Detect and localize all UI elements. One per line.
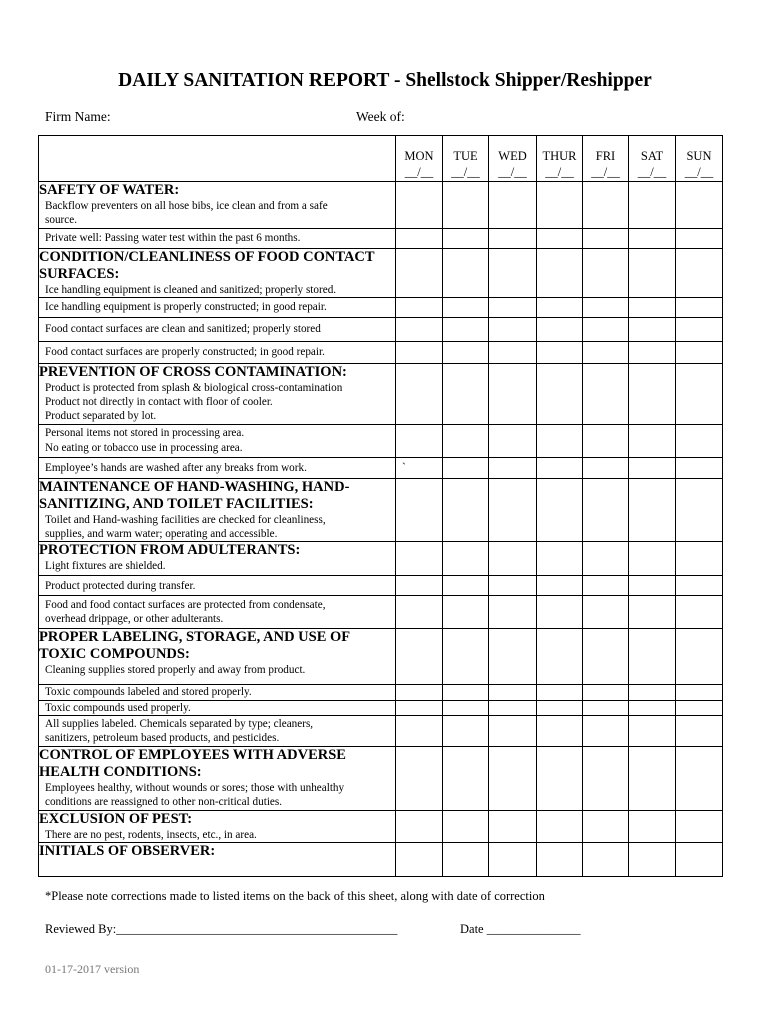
- check-cell-wed[interactable]: [489, 715, 537, 746]
- table-row: [39, 685, 723, 700]
- checklist-item-text: No eating or tobacco use in processing area.: [45, 441, 243, 454]
- check-cell-wed[interactable]: [489, 182, 537, 229]
- checklist-item-text: overhead drippage, or other adulterants.: [45, 613, 224, 626]
- check-cell-wed[interactable]: [489, 576, 537, 596]
- check-cell-tue[interactable]: [443, 317, 489, 341]
- day-name: FRI: [595, 149, 616, 163]
- sanitation-table: [38, 135, 723, 877]
- row-label: [39, 363, 396, 424]
- check-cell-sat[interactable]: [629, 542, 676, 576]
- check-cell-tue[interactable]: [443, 576, 489, 596]
- row-label: [39, 542, 396, 576]
- check-cell-sun[interactable]: [676, 842, 723, 876]
- table-row: [39, 746, 723, 810]
- check-cell-sat[interactable]: [629, 596, 676, 629]
- day-name: WED: [498, 149, 527, 163]
- check-cell-fri[interactable]: [583, 228, 629, 248]
- check-cell-wed[interactable]: [489, 228, 537, 248]
- check-cell-sun[interactable]: [676, 228, 723, 248]
- checklist-item-text: Ice handling equipment is properly constructed; in good repair.: [45, 301, 327, 314]
- check-cell-tue[interactable]: [443, 297, 489, 317]
- check-cell-thur[interactable]: [537, 576, 583, 596]
- date-field[interactable]: Date _______________: [460, 922, 581, 936]
- row-label: [39, 810, 396, 842]
- check-cell-sat[interactable]: [629, 341, 676, 363]
- check-cell-wed[interactable]: [489, 810, 537, 842]
- check-cell-wed[interactable]: [489, 596, 537, 629]
- checklist-item-text: All supplies labeled. Chemicals separated by type; cleaners,: [45, 717, 314, 730]
- check-cell-fri[interactable]: [583, 457, 629, 478]
- check-cell-thur[interactable]: [537, 457, 583, 478]
- check-cell-fri[interactable]: [583, 363, 629, 424]
- row-label: [39, 596, 396, 629]
- check-cell-mon[interactable]: [396, 248, 443, 297]
- day-header-tue: [443, 136, 489, 182]
- check-cell-tue[interactable]: [443, 629, 489, 685]
- check-cell-tue[interactable]: [443, 700, 489, 715]
- firm-name-label: Firm Name:: [45, 109, 111, 124]
- check-cell-sun[interactable]: [676, 629, 723, 685]
- check-cell-tue[interactable]: [443, 457, 489, 478]
- table-row: [39, 228, 723, 248]
- check-cell-mon[interactable]: [396, 810, 443, 842]
- table-row: [39, 715, 723, 746]
- check-cell-sun[interactable]: [676, 341, 723, 363]
- check-cell-thur[interactable]: [537, 248, 583, 297]
- check-cell-thur[interactable]: [537, 182, 583, 229]
- day-name: SAT: [640, 149, 664, 163]
- checklist-item-text: There are no pest, rodents, insects, etc., in area.: [45, 828, 257, 841]
- check-cell-thur[interactable]: [537, 424, 583, 457]
- check-cell-thur[interactable]: [537, 629, 583, 685]
- checklist-item-text: Employee’s hands are washed after any breaks from work.: [45, 461, 307, 474]
- check-cell-fri[interactable]: [583, 297, 629, 317]
- table-row: [39, 363, 723, 424]
- day-header-sat: [629, 136, 676, 182]
- checklist-item-text: Food contact surfaces are clean and sanitized; properly stored: [45, 323, 321, 336]
- check-cell-thur[interactable]: [537, 341, 583, 363]
- row-label: [39, 424, 396, 457]
- check-cell-fri[interactable]: [583, 182, 629, 229]
- check-cell-wed[interactable]: [489, 317, 537, 341]
- table-row: [39, 700, 723, 715]
- check-cell-sun[interactable]: [676, 715, 723, 746]
- check-cell-sun[interactable]: [676, 700, 723, 715]
- check-cell-fri[interactable]: [583, 424, 629, 457]
- checklist-item-text: Product not directly in contact with floor of cooler.: [45, 396, 273, 409]
- check-cell-thur[interactable]: [537, 317, 583, 341]
- day-name: SUN: [686, 149, 712, 163]
- week-of-label: Week of:: [356, 109, 405, 124]
- checklist-item-text: Toilet and Hand-washing facilities are checked for cleanliness,: [45, 513, 326, 526]
- version-label: 01-17-2017 version: [45, 962, 140, 976]
- checklist-item-text: source.: [45, 214, 77, 227]
- checklist-item-text: sanitizers, petroleum based products, and pesticides.: [45, 731, 280, 744]
- check-cell-tue[interactable]: [443, 596, 489, 629]
- checklist-item-text: Light fixtures are shielded.: [45, 560, 166, 573]
- checklist-item-text: Ice handling equipment is cleaned and sanitized; properly stored.: [45, 283, 337, 296]
- check-cell-fri[interactable]: [583, 478, 629, 542]
- checklist-item-text: Food contact surfaces are properly constructed; in good repair.: [45, 346, 325, 359]
- table-row: [39, 810, 723, 842]
- check-cell-wed[interactable]: [489, 424, 537, 457]
- check-cell-mon[interactable]: [396, 228, 443, 248]
- row-label: [39, 182, 396, 229]
- check-cell-fri[interactable]: [583, 248, 629, 297]
- checklist-item-text: supplies, and warm water; operating and accessible.: [45, 528, 278, 541]
- check-cell-mon[interactable]: [396, 746, 443, 810]
- day-date-blank[interactable]: __/__: [684, 165, 714, 179]
- page-title: DAILY SANITATION REPORT - Shellstock Shipper/Reshipper: [118, 70, 652, 91]
- check-cell-sun[interactable]: [676, 542, 723, 576]
- check-cell-thur[interactable]: [537, 746, 583, 810]
- check-cell-mon[interactable]: [396, 542, 443, 576]
- check-cell-thur[interactable]: [537, 478, 583, 542]
- check-cell-wed[interactable]: [489, 746, 537, 810]
- check-cell-sun[interactable]: [676, 317, 723, 341]
- check-cell-mon[interactable]: [396, 457, 443, 478]
- check-cell-tue[interactable]: [443, 228, 489, 248]
- day-date-blank[interactable]: __/__: [545, 165, 574, 179]
- check-cell-wed[interactable]: [489, 248, 537, 297]
- row-label: [39, 629, 396, 685]
- day-date-blank[interactable]: __/__: [637, 165, 667, 179]
- check-cell-mon[interactable]: [396, 182, 443, 229]
- check-cell-mon[interactable]: [396, 685, 443, 700]
- check-cell-thur[interactable]: [537, 297, 583, 317]
- check-cell-thur[interactable]: [537, 810, 583, 842]
- table-row: [39, 248, 723, 297]
- stray-mark: `: [402, 459, 406, 474]
- corrections-note: *Please note corrections made to listed items on the back of this sheet, along with date of correction: [45, 889, 545, 903]
- check-cell-wed[interactable]: [489, 629, 537, 685]
- check-cell-thur[interactable]: [537, 596, 583, 629]
- check-cell-tue[interactable]: [443, 746, 489, 810]
- row-label: [39, 715, 396, 746]
- section-heading: INITIALS OF OBSERVER:: [39, 842, 216, 859]
- check-cell-sat[interactable]: [629, 297, 676, 317]
- check-cell-sun[interactable]: [676, 810, 723, 842]
- check-cell-tue[interactable]: [443, 810, 489, 842]
- table-row: [39, 182, 723, 229]
- check-cell-wed[interactable]: [489, 842, 537, 876]
- check-cell-sat[interactable]: [629, 248, 676, 297]
- check-cell-fri[interactable]: [583, 341, 629, 363]
- table-row: [39, 842, 723, 876]
- check-cell-tue[interactable]: [443, 341, 489, 363]
- check-cell-sat[interactable]: [629, 685, 676, 700]
- check-cell-wed[interactable]: [489, 363, 537, 424]
- table-row: [39, 576, 723, 596]
- checklist-item-text: Personal items not stored in processing area.: [45, 427, 245, 440]
- row-label: [39, 341, 396, 363]
- check-cell-tue[interactable]: [443, 182, 489, 229]
- day-header-wed: [489, 136, 537, 182]
- check-cell-thur[interactable]: [537, 685, 583, 700]
- check-cell-sat[interactable]: [629, 317, 676, 341]
- table-row: [39, 629, 723, 685]
- check-cell-thur[interactable]: [537, 715, 583, 746]
- row-label: [39, 457, 396, 478]
- check-cell-sun[interactable]: [676, 746, 723, 810]
- check-cell-mon[interactable]: [396, 478, 443, 542]
- table-row: [39, 457, 723, 478]
- checklist-item-text: Product is protected from splash & biological cross-contamination: [45, 381, 343, 394]
- row-label: [39, 248, 396, 297]
- day-name: TUE: [453, 149, 478, 163]
- check-cell-thur[interactable]: [537, 700, 583, 715]
- check-cell-thur[interactable]: [537, 542, 583, 576]
- day-name: THUR: [542, 149, 577, 163]
- check-cell-wed[interactable]: [489, 457, 537, 478]
- day-header-thur: [537, 136, 583, 182]
- check-cell-wed[interactable]: [489, 685, 537, 700]
- check-cell-sat[interactable]: [629, 842, 676, 876]
- check-cell-thur[interactable]: [537, 228, 583, 248]
- check-cell-sun[interactable]: [676, 478, 723, 542]
- section-heading: PREVENTION OF CROSS CONTAMINATION:: [39, 363, 347, 380]
- checklist-item-text: Product protected during transfer.: [45, 579, 196, 592]
- check-cell-fri[interactable]: [583, 629, 629, 685]
- day-header-sun: [676, 136, 723, 182]
- check-cell-fri[interactable]: [583, 715, 629, 746]
- check-cell-sun[interactable]: [676, 576, 723, 596]
- check-cell-mon[interactable]: [396, 317, 443, 341]
- row-label: [39, 685, 396, 700]
- check-cell-tue[interactable]: [443, 685, 489, 700]
- check-cell-wed[interactable]: [489, 297, 537, 317]
- check-cell-sat[interactable]: [629, 576, 676, 596]
- table-row: [39, 596, 723, 629]
- check-cell-mon[interactable]: [396, 700, 443, 715]
- table-row: [39, 478, 723, 542]
- day-date-blank[interactable]: __/__: [591, 165, 620, 179]
- check-cell-fri[interactable]: [583, 746, 629, 810]
- day-date-blank[interactable]: __/__: [404, 165, 434, 179]
- check-cell-tue[interactable]: [443, 363, 489, 424]
- checklist-item-text: Toxic compounds labeled and stored properly.: [45, 686, 252, 699]
- section-heading: MAINTENANCE OF HAND-WASHING, HAND-SANITIZING, AND TOILET FACILITIES:: [39, 478, 350, 512]
- check-cell-fri[interactable]: [583, 685, 629, 700]
- section-heading: CONDITION/CLEANLINESS OF FOOD CONTACT SURFACES:: [39, 248, 375, 282]
- day-header-mon: [396, 136, 443, 182]
- row-label: [39, 746, 396, 810]
- row-label: [39, 700, 396, 715]
- checklist-item-text: Private well: Passing water test within the past 6 months.: [45, 231, 301, 244]
- check-cell-sat[interactable]: [629, 182, 676, 229]
- check-cell-sun[interactable]: [676, 363, 723, 424]
- check-cell-sat[interactable]: [629, 478, 676, 542]
- section-heading: EXCLUSION OF PEST:: [39, 810, 193, 827]
- check-cell-mon[interactable]: [396, 576, 443, 596]
- reviewed-by-field[interactable]: Reviewed By:_____________________________________________: [45, 922, 398, 936]
- table-row: [39, 297, 723, 317]
- check-cell-tue[interactable]: [443, 715, 489, 746]
- day-date-blank[interactable]: __/__: [498, 165, 527, 179]
- section-heading: PROTECTION FROM ADULTERANTS:: [39, 542, 301, 559]
- table-row: [39, 424, 723, 457]
- check-cell-sat[interactable]: [629, 363, 676, 424]
- check-cell-tue[interactable]: [443, 248, 489, 297]
- check-cell-sun[interactable]: [676, 596, 723, 629]
- check-cell-wed[interactable]: [489, 542, 537, 576]
- row-label: [39, 478, 396, 542]
- section-heading: SAFETY OF WATER:: [39, 182, 180, 198]
- section-heading: PROPER LABELING, STORAGE, AND USE OF TOXIC COMPOUNDS:: [39, 629, 350, 663]
- check-cell-fri[interactable]: [583, 596, 629, 629]
- check-cell-mon[interactable]: [396, 715, 443, 746]
- check-cell-fri[interactable]: [583, 842, 629, 876]
- table-row: [39, 341, 723, 363]
- day-date-blank[interactable]: __/__: [451, 165, 480, 179]
- check-cell-sat[interactable]: [629, 715, 676, 746]
- check-cell-mon[interactable]: [396, 297, 443, 317]
- row-label: [39, 297, 396, 317]
- row-label: [39, 842, 396, 876]
- checklist-item-text: Cleaning supplies stored properly and away from product.: [45, 664, 306, 677]
- check-cell-sun[interactable]: [676, 182, 723, 229]
- check-cell-sat[interactable]: [629, 700, 676, 715]
- checklist-item-text: Product separated by lot.: [45, 410, 157, 423]
- check-cell-fri[interactable]: [583, 542, 629, 576]
- check-cell-sat[interactable]: [629, 228, 676, 248]
- check-cell-wed[interactable]: [489, 700, 537, 715]
- check-cell-tue[interactable]: [443, 542, 489, 576]
- check-cell-mon[interactable]: [396, 341, 443, 363]
- header-label-cell: [39, 136, 396, 182]
- check-cell-mon[interactable]: [396, 629, 443, 685]
- check-cell-thur[interactable]: [537, 842, 583, 876]
- check-cell-fri[interactable]: [583, 700, 629, 715]
- check-cell-sun[interactable]: [676, 457, 723, 478]
- check-cell-sun[interactable]: [676, 248, 723, 297]
- check-cell-mon[interactable]: [396, 363, 443, 424]
- row-label: [39, 576, 396, 596]
- row-label: [39, 317, 396, 341]
- check-cell-thur[interactable]: [537, 363, 583, 424]
- check-cell-sat[interactable]: [629, 810, 676, 842]
- check-cell-mon[interactable]: [396, 842, 443, 876]
- check-cell-fri[interactable]: [583, 810, 629, 842]
- check-cell-wed[interactable]: [489, 478, 537, 542]
- section-heading: CONTROL OF EMPLOYEES WITH ADVERSE HEALTH CONDITIONS:: [39, 746, 346, 780]
- check-cell-mon[interactable]: [396, 424, 443, 457]
- check-cell-sun[interactable]: [676, 685, 723, 700]
- checklist-item-text: Food and food contact surfaces are protected from condensate,: [45, 599, 326, 612]
- check-cell-wed[interactable]: [489, 341, 537, 363]
- checklist-item-text: Toxic compounds used properly.: [45, 701, 191, 714]
- row-label: [39, 228, 396, 248]
- check-cell-sun[interactable]: [676, 424, 723, 457]
- check-cell-sat[interactable]: [629, 746, 676, 810]
- check-cell-tue[interactable]: [443, 424, 489, 457]
- check-cell-fri[interactable]: [583, 317, 629, 341]
- check-cell-sat[interactable]: [629, 629, 676, 685]
- day-header-fri: [583, 136, 629, 182]
- check-cell-tue[interactable]: [443, 842, 489, 876]
- day-name: MON: [404, 149, 434, 163]
- checklist-item-text: Backflow preventers on all hose bibs, ice clean and from a safe: [45, 200, 328, 212]
- check-cell-sat[interactable]: [629, 424, 676, 457]
- check-cell-sat[interactable]: [629, 457, 676, 478]
- table-row: [39, 317, 723, 341]
- table-row: [39, 542, 723, 576]
- check-cell-sun[interactable]: [676, 297, 723, 317]
- check-cell-mon[interactable]: [396, 596, 443, 629]
- checklist-item-text: conditions are reassigned to other non-critical duties.: [45, 796, 283, 809]
- check-cell-fri[interactable]: [583, 576, 629, 596]
- check-cell-tue[interactable]: [443, 478, 489, 542]
- checklist-item-text: Employees healthy, without wounds or sores; those with unhealthy: [45, 781, 345, 794]
